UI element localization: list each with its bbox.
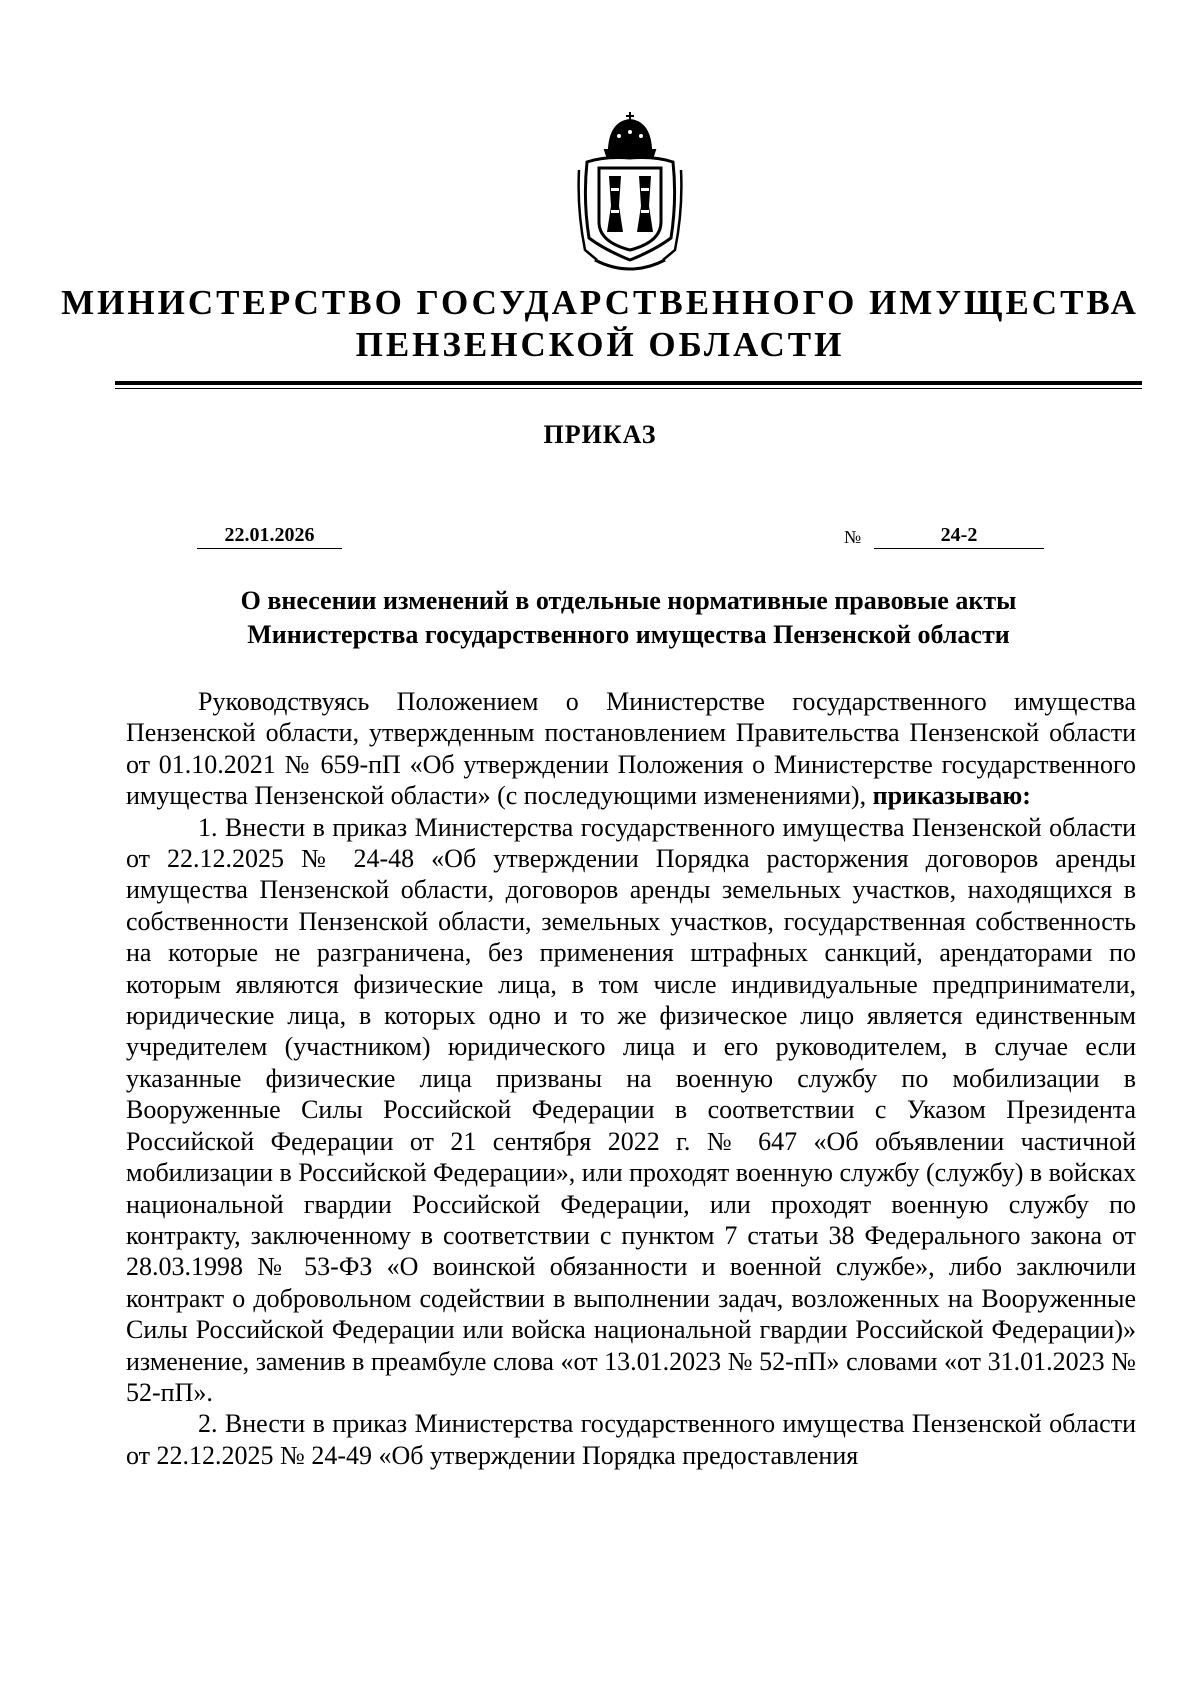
item-1-paragraph: 1. Внести в приказ Министерства государственного имущества Пензенской области от 22.12.2025 № 24-48 «Об утверждении Порядка расторжения договоров аренды имущества Пензенской области, договоров аренды земельных участков, находящихся в собственности Пензенской области, земельных участков, государственная собственность на которые не разграничена, без применения штрафных санкций, арендаторами по которым являются физические лица, в том числе индивидуальные предприниматели, юридические лица, в которых одно и то же физическое лицо является единственным учредителем (участником) юридического лица и его руководителем, в случае если указанные физические лица призваны на военную службу по мобилизации в Вооруженные Силы Российской Федерации в соответствии с Указом Президента Российской Федерации от 21 сентября 2022 г. № 647 «Об объявлении частичной мобилизации в Российской Федерации», или проходят военную службу (службу) в войсках национальной гвардии Российской Федерации, или проходят военную службу по контракту, заключенному в соответствии с пунктом 7 статьи 38 Федерального закона от 28.03.1998 № 53-ФЗ «О воинской обязанности и военной службе», либо заключили контракт о добровольном содействии в выполнении задач, возложенных на Вооруженные Силы Российской Федерации или войска национальной гвардии Российской Федерации)» изменение, заменив в преамбуле слова «от 13.01.2023 № 52-пП» словами «от 31.01.2023 № 52-пП». (126, 812, 1136, 1407)
preamble-paragraph (126, 686, 1136, 812)
document-number-label: № (844, 527, 862, 547)
document-date: 22.01.2026 (197, 522, 342, 549)
item-2-paragraph: 2. Внести в приказ Министерства государственного имущества Пензенской области от 22.12.2025 № 24-49 «Об утверждении Порядка предоставления (126, 1409, 1136, 1470)
document-subject (115, 584, 1142, 652)
document-body (126, 686, 1136, 1471)
document-number: 24-2 (874, 522, 1044, 549)
preamble-order-word: приказываю: (872, 781, 1031, 811)
document-subject-line1: О внесении изменений в отдельные нормативные правовые акты (240, 586, 1017, 615)
document-type: ПРИКАЗ (543, 420, 657, 449)
document-subject-line2: Министерства государственного имущества Пензенской области (247, 620, 1010, 649)
header-divider-thin (115, 388, 1142, 389)
ministry-name-line2: ПЕНЗЕНСКОЙ ОБЛАСТИ (355, 325, 845, 364)
preamble-text: Руководствуясь Положением о Министерстве государственного имущества Пензенской области, утвержденным постановлением Правительства Пензенской области от 01.10.2021 № 659-пП «Об утверждении Положения о Министерстве государственного имущества Пензенской области» (с последующими изменениями), (126, 687, 1136, 811)
header-divider-thick (115, 381, 1142, 385)
ministry-name (0, 282, 1200, 366)
penza-coat-of-arms-icon (575, 110, 685, 272)
ministry-name-line1: МИНИСТЕРСТВО ГОСУДАРСТВЕННОГО ИМУЩЕСТВА (61, 283, 1139, 322)
